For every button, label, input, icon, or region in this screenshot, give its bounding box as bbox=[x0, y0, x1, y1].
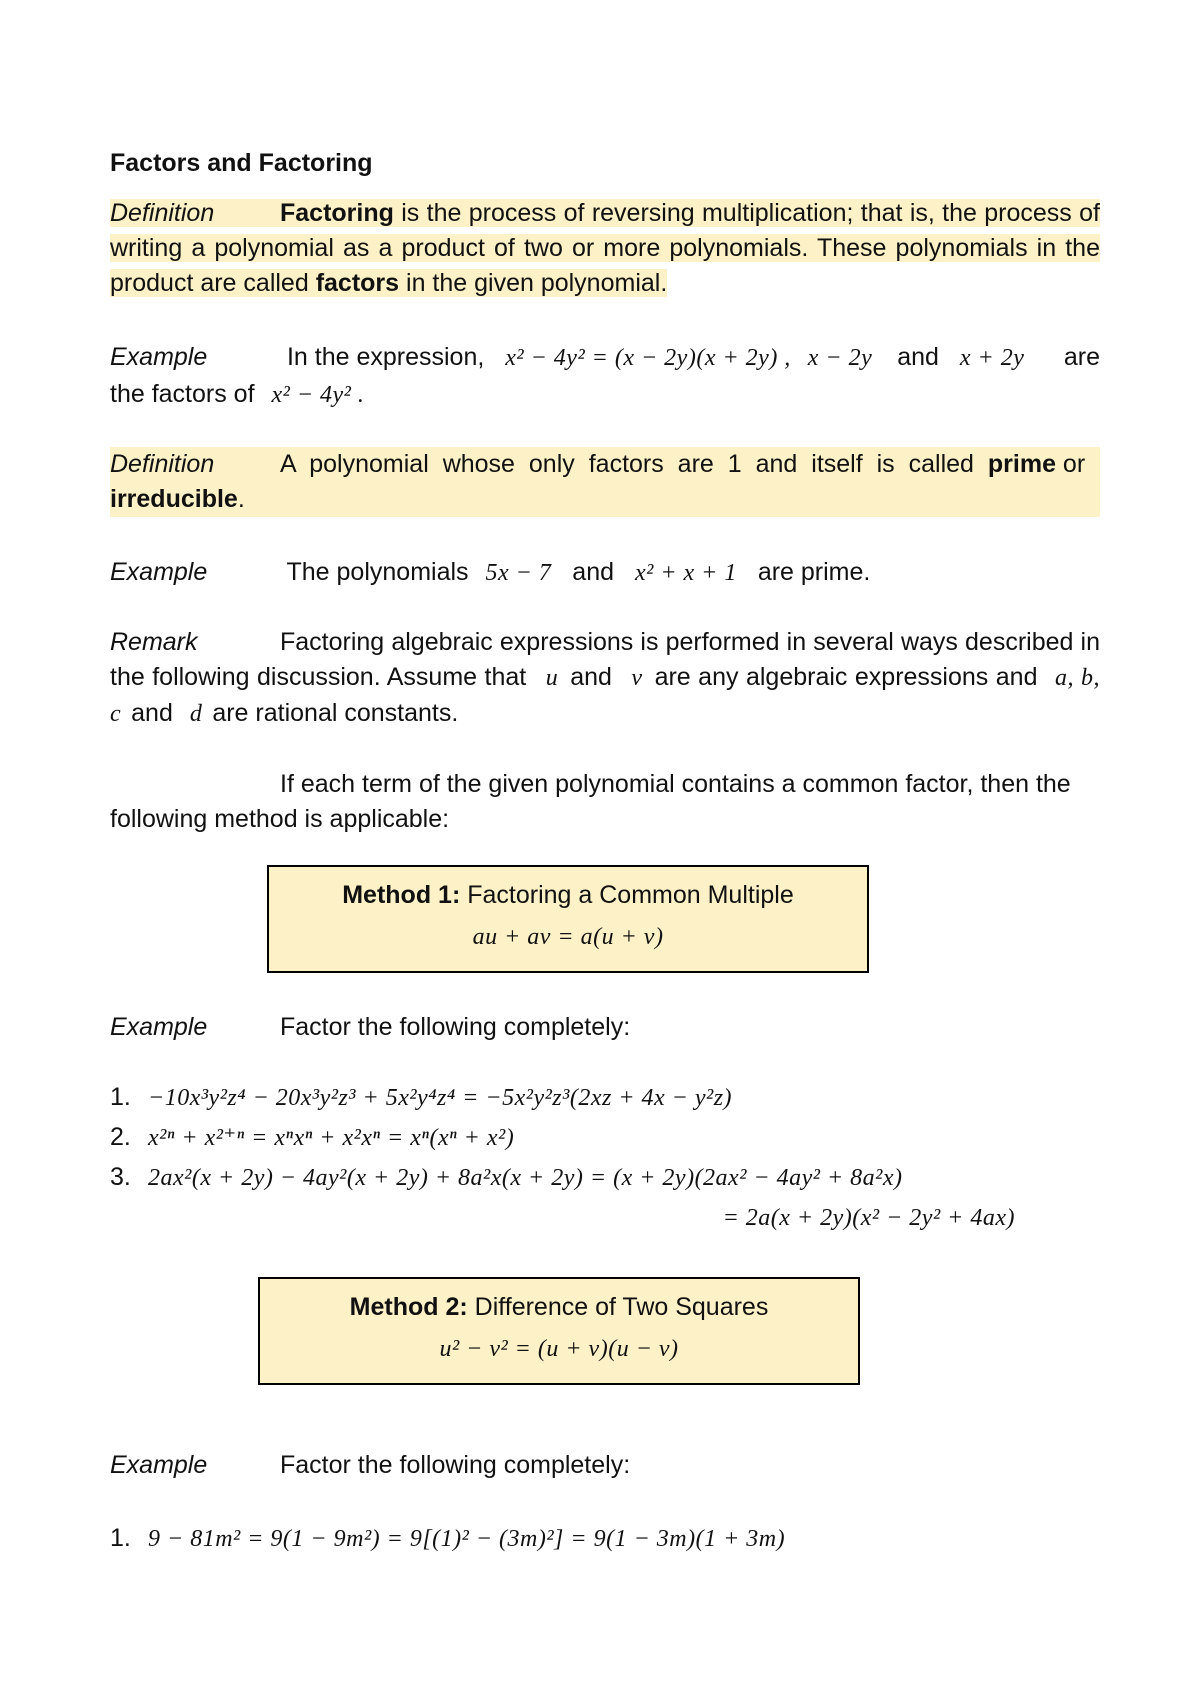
example-3-list bbox=[110, 1077, 1100, 1237]
example-4-list bbox=[110, 1518, 1100, 1558]
math-expression: x² − 4y² = (x − 2y)(x + 2y) , bbox=[505, 345, 791, 371]
example-text-are: are bbox=[1063, 343, 1100, 371]
page-title: Factors and Factoring bbox=[110, 149, 373, 177]
method-1-heading bbox=[269, 877, 867, 913]
remark-label: Remark bbox=[110, 628, 198, 656]
example-text: the factors of bbox=[110, 380, 255, 408]
method-2-name: Difference of Two Squares bbox=[467, 1293, 769, 1321]
term-factoring: Factoring bbox=[280, 199, 394, 227]
example-label: Example bbox=[110, 1451, 208, 1479]
math-polynomial-1: 5x − 7 bbox=[485, 560, 552, 586]
math-u: u bbox=[545, 665, 559, 691]
remark-text: are any algebraic expressions and bbox=[654, 663, 1038, 691]
remark bbox=[110, 625, 1100, 732]
term-irreducible: irreducible bbox=[110, 485, 238, 513]
list-number: 1. bbox=[110, 1524, 131, 1552]
math-factor-1: x − 2y bbox=[807, 345, 873, 371]
math-factor-2: x + 2y bbox=[959, 345, 1025, 371]
example-1-line1 bbox=[110, 340, 1100, 375]
remark-and: and bbox=[131, 699, 173, 727]
example-text: Factor the following completely: bbox=[280, 1013, 631, 1041]
method-1-box bbox=[267, 865, 869, 973]
math-polynomial: x² − 4y² . bbox=[271, 382, 365, 408]
definition-factoring bbox=[110, 196, 1100, 301]
method-1-formula: au + av = a(u + v) bbox=[472, 924, 664, 950]
method-2-label: Method 2: bbox=[349, 1293, 468, 1321]
method-1-label: Method 1: bbox=[342, 881, 461, 909]
list-item bbox=[110, 1157, 1100, 1197]
term-prime: prime bbox=[987, 450, 1056, 478]
definition-label: Definition bbox=[110, 199, 215, 227]
list-item-continuation bbox=[110, 1197, 1100, 1237]
math-constants: a, b, c bbox=[110, 665, 1100, 727]
definition-highlight bbox=[110, 199, 1100, 297]
example-label: Example bbox=[110, 343, 208, 371]
example-text: The polynomials bbox=[286, 558, 469, 586]
example-and: and bbox=[572, 558, 615, 586]
remark-and: and bbox=[570, 663, 612, 691]
math-expression: = 2a(x + 2y)(x² − 2y² + 4ax) bbox=[722, 1205, 1015, 1231]
math-expression: 2ax²(x + 2y) − 4ay²(x + 2y) + 8a²x(x + 2y) = (x + 2y)(2ax² − 4ay² + 8a²x) bbox=[148, 1165, 903, 1191]
math-polynomial-2: x² + x + 1 bbox=[634, 560, 737, 586]
definition-or: or bbox=[1055, 450, 1086, 478]
method-intro: If each term of the given polynomial contains a common factor, then the following method is applicable: bbox=[110, 770, 1071, 833]
method-2-heading bbox=[260, 1289, 858, 1325]
math-expression: 9 − 81m² = 9(1 − 9m²) = 9[(1)² − (3m)²] = 9(1 − 3m)(1 + 3m) bbox=[148, 1526, 786, 1552]
term-factors: factors bbox=[315, 269, 400, 297]
math-v: v bbox=[631, 665, 643, 691]
example-text-end: are prime. bbox=[757, 558, 871, 586]
method-2-formula: u² − v² = (u + v)(u − v) bbox=[439, 1336, 679, 1362]
example-text: Factor the following completely: bbox=[280, 1451, 631, 1479]
list-number: 3. bbox=[110, 1163, 131, 1191]
example-1-line2 bbox=[110, 377, 1100, 413]
math-expression: x²ⁿ + x²⁺ⁿ = xⁿxⁿ + x²xⁿ = xⁿ(xⁿ + x²) bbox=[148, 1125, 515, 1151]
example-text: In the expression, bbox=[286, 343, 485, 371]
definition-prime bbox=[110, 447, 1100, 517]
example-and: and bbox=[897, 343, 939, 371]
math-expression: −10x³y²z⁴ − 20x³y²z³ + 5x²y⁴z⁴ = −5x²y²z³(2xz + 4x − y²z) bbox=[148, 1085, 733, 1111]
list-item bbox=[110, 1077, 1100, 1117]
definition-period: . bbox=[237, 485, 245, 513]
definition-label: Definition bbox=[110, 450, 215, 478]
list-item bbox=[110, 1518, 1100, 1558]
example-4 bbox=[110, 1448, 1100, 1483]
list-item bbox=[110, 1117, 1100, 1157]
example-3 bbox=[110, 1010, 1100, 1045]
list-number: 2. bbox=[110, 1123, 131, 1151]
list-number: 1. bbox=[110, 1083, 131, 1111]
definition-text: A polynomial whose only factors are 1 and itself is called bbox=[280, 450, 988, 478]
method-1-name: Factoring a Common Multiple bbox=[460, 881, 794, 909]
example-2 bbox=[110, 555, 1100, 591]
remark-text-end: are rational constants. bbox=[212, 699, 459, 727]
remark-text: Factoring algebraic expressions is performed in several ways described in the following discussion. Assume that bbox=[110, 628, 1100, 691]
definition-text: is the process of reversing multiplication; that is, the process of writing a polynomial as a product of two or more polynomials. These polynomials in the product are called bbox=[110, 199, 1100, 297]
definition-text-end: in the given polynomial. bbox=[399, 269, 668, 297]
math-d: d bbox=[189, 701, 203, 727]
example-label: Example bbox=[110, 558, 208, 586]
example-label: Example bbox=[110, 1013, 208, 1041]
method-2-box bbox=[258, 1277, 860, 1385]
